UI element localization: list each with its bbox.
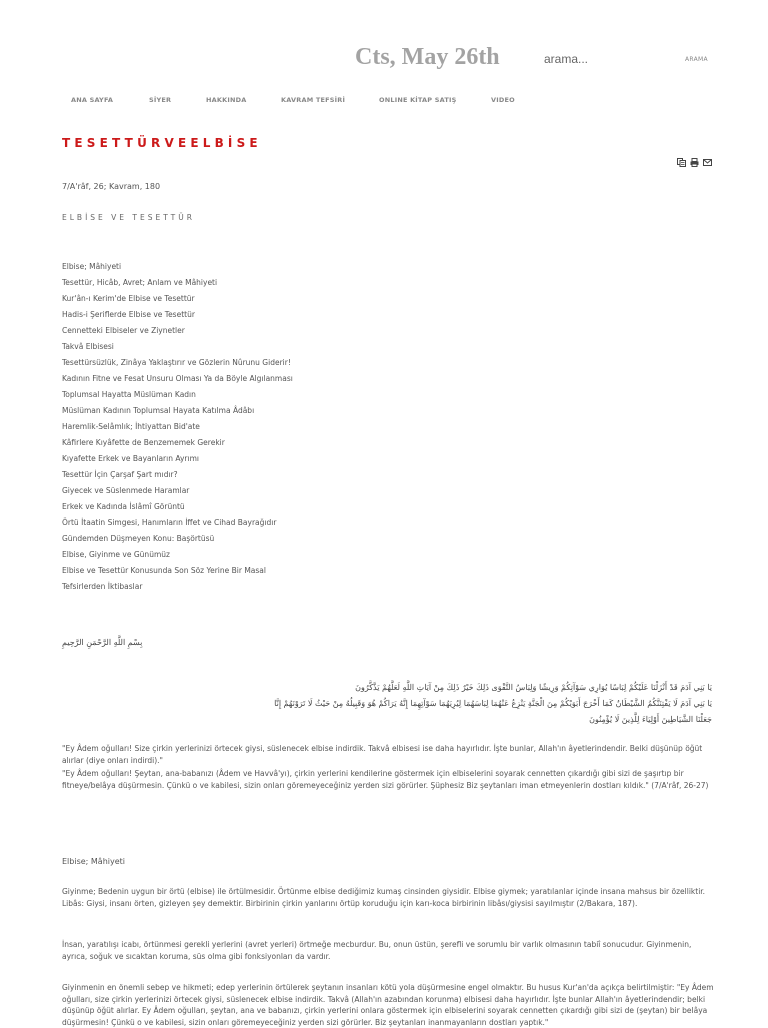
pdf-icon[interactable] <box>677 158 686 167</box>
basmala: بِسْمِ اللَّهِ الرَّحْمَنِ الرَّحِيمِ <box>62 638 143 647</box>
toc-item[interactable]: Elbise; Mâhiyeti <box>62 262 122 271</box>
article-subtitle: ELBİSE VE TESETTÜR <box>62 213 195 222</box>
body-paragraph: Giyinme; Bedenin uygun bir örtü (elbise) ile örtülmesidir. Örtünme elbise dediğimiz kumaş cinsinden giysidir. Elbise giymek; yaratılanlar içinde insana mahsus bir özelliktir. Libâs: Giysi, insanı örten, gizleyen şey demektir. Birbirinin çirkin yanlarını örtüp koruduğu için karı-koca birbirinin libâsı/giysisi sayılmıştır (2/Bakara, 187). <box>62 887 706 908</box>
arabic-verse-line: يَا بَنِي آدَمَ لَا يَفْتِنَنَّكُمُ الشَّيْطَانُ كَمَا أَخْرَجَ أَبَوَيْكُمْ مِنَ الْجَنَّةِ يَنْزِعُ عَنْهُمَا لِبَاسَهُمَا لِيُرِيَهُمَا سَوْآتِهِمَا إِنَّهُ يَرَاكُمْ هُوَ وَقَبِيلُهُ مِنْ حَيْثُ لَا تَرَوْنَهُمْ إِنَّا <box>274 699 712 708</box>
toc-item[interactable]: Toplumsal Hayatta Müslüman Kadın <box>62 390 196 399</box>
toc-item[interactable]: Kâfirlere Kıyâfette de Benzememek Gerekir <box>62 438 225 447</box>
body-paragraph: Giyinmenin en önemli sebep ve hikmeti; edep yerlerinin örtülerek şeytanın insanları kötü yola düşürmesine engel olmaktır. Bu husus Kur'an'da açıkça belirtilmiştir: "Ey Âdem oğulları, size çirkin yerlerinizi örtecek giysi, süslenecek elbise indirdik. Takvâ (Allah'ın azabından korunma) elbisesi daha hayırlıdır. İşte bunlar Allah'ın âyetlerindendir; belki düşünüp öğüt alırlar. Ey Âdem oğulları, şeytan, ana ve babanızı, çirkin yerlerini onlara göstermek için elbiselerini soyarak cennetten çıkardığı gibi sizi de (şeytan) bir belâya düşürmesin! Çünkü o ve kabilesi, sizin onları göremeyeceğiniz yerden sizi görürler. Biz şeytanları inanmayanların dostları yaptık." <box>62 983 714 1027</box>
table-of-contents <box>62 259 293 595</box>
toc-item[interactable]: Örtü İtaatin Simgesi, Hanımların İffet ve Cihad Bayrağıdır <box>62 518 277 527</box>
translation-paragraph: "Ey Âdem oğulları! Size çirkin yerlerinizi örtecek giysi, süslenecek elbise indirdik. Takvâ elbisesi ise daha hayırlıdır. İşte bunlar, Allah'ın âyetlerindendir. Belki düşünüp öğüt alırlar (diye onları indirdi)." <box>62 744 703 765</box>
toc-item[interactable]: Kıyafette Erkek ve Bayanların Ayrımı <box>62 454 199 463</box>
toc-item[interactable]: Tesettür İçin Çarşaf Şart mıdır? <box>62 470 178 479</box>
toc-item[interactable]: Kadının Fitne ve Fesat Unsuru Olması Ya da Böyle Algılanması <box>62 374 293 383</box>
toc-item[interactable]: Tefsirlerden İktibaslar <box>62 582 143 591</box>
body-paragraph: İnsan, yaratılışı icabı, örtünmesi gerekli yerlerini (avret yerleri) örtmeğe mecburdur. Bu, onun üstün, şerefli ve sorumlu bir varlık olmasının tabiî sonucudur. Giyinmenin, ayrıca, soğuk ve sıcaktan koruma, süs olma gibi fonksiyonları da vardır. <box>62 940 692 961</box>
translation-paragraph: "Ey Âdem oğulları! Şeytan, ana-babanızı (Âdem ve Havvâ'yı), çirkin yerlerini kendilerine göstermek için elbiselerini soyarak cennetten çıkardığı gibi sizi de şaşırtıp bir fitneye/belâya düşürmesin. Çünkü o ve kabilesi, sizin onları göremeyeceğiniz yerden sizi görürler. Şüphesiz Biz şeytanları iman etmeyenlerin dostları kıldık." (7/A'râf, 26-27) <box>62 769 709 790</box>
toc-item[interactable]: Takvâ Elbisesi <box>62 342 114 351</box>
toc-item[interactable]: Tesettür, Hicâb, Avret; Anlam ve Mâhiyeti <box>62 278 218 287</box>
current-date: Cts, May 26th <box>355 44 500 70</box>
search-button[interactable]: ARAMA <box>685 56 708 63</box>
article-tools <box>677 158 713 168</box>
article-reference: 7/A'râf, 26; Kavram, 180 <box>62 182 161 191</box>
verse-translation <box>62 743 717 793</box>
toc-item[interactable]: Haremlik-Selâmlık; İhtiyattan Bid'ate <box>62 422 200 431</box>
arabic-verse <box>62 680 712 728</box>
nav-item-siyer[interactable]: SİYER <box>149 96 172 104</box>
arabic-verse-line: جَعَلْنَا الشَّيَاطِينَ أَوْلِيَاءَ لِلَّذِينَ لَا يُؤْمِنُونَ <box>589 715 712 724</box>
toc-item[interactable]: Giyecek ve Süslenmede Haramlar <box>62 486 190 495</box>
toc-item[interactable]: Elbise ve Tesettür Konusunda Son Söz Yerine Bir Masal <box>62 566 266 575</box>
nav-item-about[interactable]: HAKKINDA <box>206 96 247 104</box>
toc-item[interactable]: Cennetteki Elbiseler ve Ziynetler <box>62 326 185 335</box>
search-input[interactable] <box>544 51 664 67</box>
email-icon[interactable] <box>703 158 712 167</box>
toc-item[interactable]: Erkek ve Kadında İslâmî Görüntü <box>62 502 185 511</box>
toc-item[interactable]: Müslüman Kadının Toplumsal Hayata Katılma Âdâbı <box>62 406 255 415</box>
print-icon[interactable] <box>690 158 699 167</box>
toc-item[interactable]: Kur'ân-ı Kerim'de Elbise ve Tesettür <box>62 294 195 303</box>
main-nav <box>0 96 768 108</box>
toc-item[interactable]: Hadis-i Şeriflerde Elbise ve Tesettür <box>62 310 195 319</box>
arabic-verse-line: يَا بَنِي آدَمَ قَدْ أَنْزَلْنَا عَلَيْكُمْ لِبَاسًا يُوَارِي سَوْآتِكُمْ وَرِيشًا وَلِبَاسُ التَّقْوَى ذَلِكَ خَيْرٌ ذَلِكَ مِنْ آيَاتِ اللَّهِ لَعَلَّهُمْ يَذَّكَّرُونَ <box>355 683 712 692</box>
nav-item-kavram-tefsiri[interactable]: KAVRAM TEFSİRİ <box>281 96 346 104</box>
section-heading: Elbise; Mâhiyeti <box>62 857 126 866</box>
toc-item[interactable]: Elbise, Giyinme ve Günümüz <box>62 550 170 559</box>
nav-item-home[interactable]: ANA SAYFA <box>71 96 114 104</box>
nav-item-video[interactable]: VIDEO <box>491 96 515 104</box>
nav-item-online-book-shop[interactable]: ONLINE KİTAP SATIŞ <box>379 96 457 104</box>
toc-item[interactable]: Gündemden Düşmeyen Konu: Başörtüsü <box>62 534 215 543</box>
toc-item[interactable]: Tesettürsüzlük, Zinâya Yaklaştırır ve Gözlerin Nûrunu Giderir! <box>62 358 291 367</box>
article-title: TESETTÜRVEELBİSE <box>62 136 262 150</box>
